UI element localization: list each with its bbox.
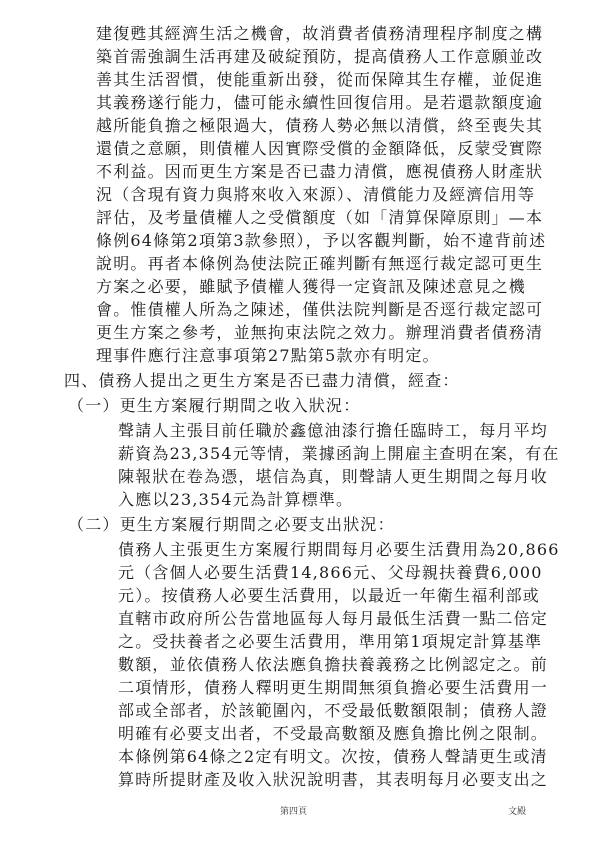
body-line: 薪資為23,354元等情，業據函詢上開雇主查明在案，有在 xyxy=(118,444,560,463)
body-line: 建復甦其經濟生活之機會，故消費者債務清理程序制度之構 xyxy=(96,24,544,43)
body-line: 元（含個人必要生活費14,866元、父母親扶養費6,000 xyxy=(118,563,543,582)
body-line: 更生方案之參考，並無拘束法院之效力。辦理消費者債務清 xyxy=(96,323,544,342)
body-line: 算時所提財產及收入狀況說明書，其表明每月必要支出之 xyxy=(118,770,549,789)
body-line: 之。受扶養者之必要生活費用，準用第1項規定計算基準 xyxy=(118,632,543,651)
body-line: 入應以23,354元為計算標準。 xyxy=(118,490,354,509)
body-line: 說明。再者本條例為使法院正確判斷有無逕行裁定認可更生 xyxy=(96,254,544,273)
body-line: 聲請人主張目前任職於鑫億油漆行擔任臨時工，每月平均 xyxy=(118,421,549,440)
body-line: 理事件應行注意事項第27點第5款亦有明定。 xyxy=(96,346,440,365)
body-line: 條例64條第2項第3款參照），予以客觀判斷，始不違背前述 xyxy=(96,231,547,250)
body-line: 不利益。因而更生方案是否已盡力清償，應視債務人財產狀 xyxy=(96,162,544,181)
body-line: 還債之意願，則債權人因實際受償的金額降低，反蒙受實際 xyxy=(96,139,544,158)
section-heading: 四、債務人提出之更生方案是否已盡力清償，經查： xyxy=(64,371,460,390)
body-line: 評估，及考量債權人之受償額度（如「清算保障原則」—本 xyxy=(96,208,544,227)
body-line: 明確有必要支出者，不受最高數額及應負擔比例之限制。 xyxy=(118,724,549,743)
subsection-heading: （一）更生方案履行期間之收入狀況： xyxy=(68,396,361,415)
body-line: 善其生活習慣，使能重新出發，從而保障其生存權，並促進 xyxy=(96,70,544,89)
body-line: 方案之必要，雖賦予債權人獲得一定資訊及陳述意見之機 xyxy=(96,277,527,296)
footer-mark: 文殿 xyxy=(508,807,527,817)
body-line: 二項情形，債務人釋明更生期間無須負擔必要生活費用一 xyxy=(118,678,549,697)
body-line: 本條例第64條之2定有明文。次按，債務人聲請更生或清 xyxy=(118,747,548,766)
body-line: 數額，並依債務人依法應負擔扶養義務之比例認定之。前 xyxy=(118,655,549,674)
body-line: 直轄市政府所公告當地區每人每月最低生活費一點二倍定 xyxy=(118,609,549,628)
body-line: 陳報狀在卷為憑，堪信為真，則聲請人更生期間之每月收 xyxy=(118,467,549,486)
body-line: 越所能負擔之極限過大，債務人勢必無以清償，終至喪失其 xyxy=(96,116,544,135)
body-line: 會。惟債權人所為之陳述，僅供法院判斷是否逕行裁定認可 xyxy=(96,300,544,319)
body-line: 築首需強調生活再建及破綻預防，提高債務人工作意願並改 xyxy=(96,47,544,66)
page-number: 第四頁 xyxy=(280,807,308,817)
body-line: 部或全部者，於該範圍內，不受最低數額限制；債務人證 xyxy=(118,701,549,720)
body-line: 其義務遂行能力，儘可能永續性回復信用。是若還款額度逾 xyxy=(96,93,544,112)
body-line: 元）。按債務人必要生活費用，以最近一年衛生福利部或 xyxy=(118,586,541,605)
body-line: 況（含現有資力與將來收入來源）、清償能力及經濟信用等 xyxy=(96,185,536,204)
subsection-heading: （二）更生方案履行期間之必要支出狀況： xyxy=(68,515,395,534)
body-line: 債務人主張更生方案履行期間每月必要生活費用為20,866 xyxy=(118,540,560,559)
